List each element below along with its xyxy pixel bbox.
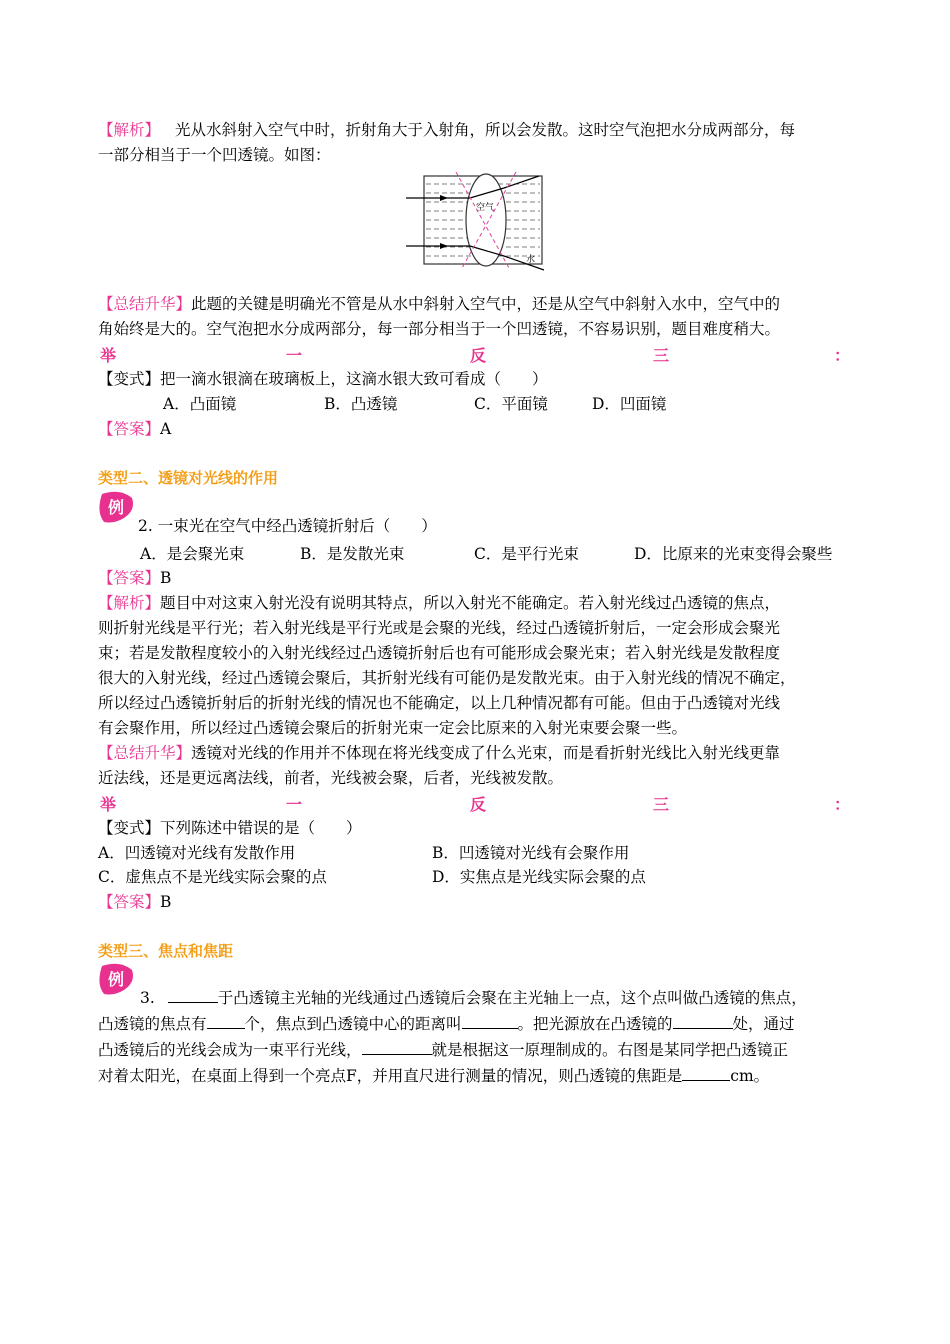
label-air: 空气 (476, 203, 495, 213)
option-a: A．凹透镜对光线有发散作用 (98, 844, 296, 862)
type2-heading: 类型二、透镜对光线的作用 (98, 469, 279, 487)
svg-text:例: 例 (108, 498, 125, 517)
type2-variant-answer: 【答案】B (98, 893, 172, 911)
svg-text:例: 例 (108, 970, 125, 989)
page: 【解析】 光从水斜射入空气中时，折射角大于入射角，所以会发散。这时空气泡把水分成两部分，每 一部分相当于一个凹透镜。如图： 空气 水 【总结升华】此题的关键是明确光不管是从水中斜射入空气中，还是从空气中斜射入水中，空气中的 角始终是大的。空气泡把水分成两部分，每一部分相当于一个凹透镜，不容易识别，题目难度稍大。 举 一 反 三 ： 【变式】把一滴水银滴在玻璃板上，这滴水银大致可看成（ ） A．凸面镜 B．凸透镜 C．平面镜 D．凹面镜 【答案】A 类型二、透镜对光线的作用 例 2. 一束光在空气中经凸透镜折射后（ ） A．是会聚光束 B．是发散光束 C．是平行光束 D．比原来的光束变得会聚些 【答案】B 【解析】题目中对这束入射光没有说明其特点，所以入射光不能确定。若入射光线过凸透镜的焦点， 则折射光线是平行光；若入射光线是平行光或是会聚的光线，经过凸透镜折射后，一定会形成会聚光 束；若是发散程度较小的入射光线经过凸透镜折射后也有可能形成会聚光束；若入射光线是发散程度 很大的入射光线，经过凸透镜会聚后，其折射光线有可能仍是发散光束。由于入射光线的情况不确定， 所以经过凸透镜折射后的折射光线的情况也不能确定，以上几种情况都有可能。但由于凸透镜对光线 有会聚作用，所以经过凸透镜会聚后的折射光束一定会比原来的入射光束要会聚一些。 【总结升华】透镜对光线的作用并不体现在将光线变成了什么光束，而是看折射光线比入射光线更靠 近法线，还是更远离法线，前者，光线被会聚，后者，光线被发散。 举 一 反 三 ： 【变式】下列陈述中错误的是（ ） A．凹透镜对光线有发散作用 B．凹透镜对光线有会聚作用 C．虚焦点不是光线实际会聚的点 D．实焦点是光线实际会聚的点 【答案】B 类型三、焦点和焦距 例 3. 于凸透镜主光轴的光线通过凸透镜后会聚在主光轴上一点，这个点叫做凸透镜的焦点， 凸透镜的焦点有 个，焦点到凸透镜中心的距离叫 。把光源放在凸透镜的 处，通过 凸透镜后的光线会成为一束平行光线， 就是根据这一原理制成的。右图是某同学把凸透镜正 对着太阳光，在桌面上得到一个亮点F，并用直尺进行测量的情况，则凸透镜的焦距是 cm。 (0, 0, 950, 1344)
option-d: D．凹面镜 (592, 395, 667, 413)
type2-analysis-line-4: 很大的入射光线，经过凸透镜会聚后，其折射光线有可能仍是发散光束。由于入射光线的情况不确定， (98, 669, 796, 687)
option-c: C．是平行光束 (474, 545, 579, 563)
option-a: A．凸面镜 (163, 395, 237, 413)
q1-summary-line-1: 【总结升华】此题的关键是明确光不管是从水中斜射入空气中，还是从空气中斜射入水中，空气中的 (98, 295, 781, 313)
blank-3[interactable] (462, 1012, 518, 1029)
type2-question: 2. 一束光在空气中经凸透镜折射后（ ） (138, 517, 437, 535)
q1-answer: 【答案】A (98, 420, 172, 438)
type3-line-3: 凸透镜后的光线会成为一束平行光线， 就是根据这一原理制成的。右图是某同学把凸透镜正 (98, 1038, 788, 1062)
q1-analysis-line-2: 一部分相当于一个凹透镜。如图： (98, 146, 331, 164)
label-water: 水 (526, 255, 536, 265)
example-badge-icon (96, 962, 136, 996)
type3-line-1: 3. 于凸透镜主光轴的光线通过凸透镜后会聚在主光轴上一点，这个点叫做凸透镜的焦点， (140, 986, 807, 1010)
type2-summary-line-2: 近法线，还是更远离法线，前者，光线被会聚，后者，光线被发散。 (98, 769, 564, 787)
option-d: D．实焦点是光线实际会聚的点 (432, 868, 646, 886)
analysis-tag: 【解析】 (98, 121, 161, 139)
option-c: C．虚焦点不是光线实际会聚的点 (98, 868, 327, 886)
option-c: C．平面镜 (474, 395, 548, 413)
type2-analysis-line-1: 【解析】题目中对这束入射光没有说明其特点，所以入射光不能确定。若入射光线过凸透镜的焦点， (98, 594, 781, 612)
option-b: B．凹透镜对光线有会聚作用 (432, 844, 630, 862)
q1-analysis-line-1: 【解析】 光从水斜射入空气中时，折射角大于入射角，所以会发散。这时空气泡把水分成两部分，每 (98, 121, 795, 139)
type2-analysis-line-2: 则折射光线是平行光；若入射光线是平行光或是会聚的光线，经过凸透镜折射后，一定会形成会聚光 (98, 619, 781, 637)
example-badge-icon (96, 490, 136, 524)
q1-summary-line-2: 角始终是大的。空气泡把水分成两部分，每一部分相当于一个凹透镜，不容易识别，题目难度稍大。 (98, 320, 781, 338)
type3-line-4: 对着太阳光，在桌面上得到一个亮点F，并用直尺进行测量的情况，则凸透镜的焦距是 cm。 (98, 1064, 769, 1088)
option-d: D．比原来的光束变得会聚些 (634, 545, 833, 563)
blank-1[interactable] (168, 986, 218, 1003)
blank-5[interactable] (362, 1038, 432, 1055)
type3-line-2: 凸透镜的焦点有 个，焦点到凸透镜中心的距离叫 。把光源放在凸透镜的 处，通过 (98, 1012, 795, 1036)
type2-summary-line-1: 【总结升华】透镜对光线的作用并不体现在将光线变成了什么光束，而是看折射光线比入射光线更靠 (98, 744, 781, 762)
option-b: B．是发散光束 (300, 545, 405, 563)
type2-variant: 【变式】下列陈述中错误的是（ ） (98, 819, 362, 837)
option-a: A．是会聚光束 (140, 545, 245, 563)
type2-answer: 【答案】B (98, 569, 172, 587)
q1-variant: 【变式】把一滴水银滴在玻璃板上，这滴水银大致可看成（ ） (98, 370, 548, 388)
summary-tag: 【总结升华】 (98, 295, 192, 313)
blank-2[interactable] (207, 1012, 245, 1029)
blank-4[interactable] (673, 1012, 733, 1029)
type3-heading: 类型三、焦点和焦距 (98, 942, 234, 960)
blank-6[interactable] (682, 1064, 730, 1081)
type2-analysis-line-5: 所以经过凸透镜折射后的折射光线的情况也不能确定，以上几种情况都有可能。但由于凸透镜对光线 (98, 694, 781, 712)
option-b: B．凸透镜 (324, 395, 398, 413)
type2-analysis-line-3: 束；若是发散程度较小的入射光线经过凸透镜折射后也有可能形成会聚光束；若入射光线是发散程度 (98, 644, 781, 662)
air-bubble-diagram (404, 166, 554, 272)
type2-analysis-line-6: 有会聚作用，所以经过凸透镜会聚后的折射光束一定会比原来的入射光束要会聚一些。 (98, 719, 688, 737)
